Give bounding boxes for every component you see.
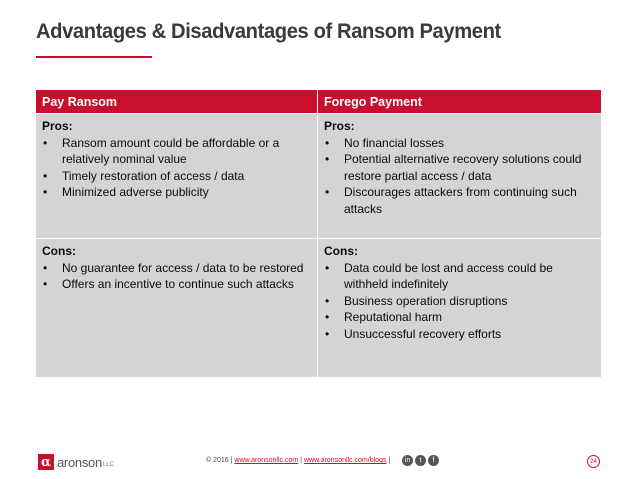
cons-label: Cons: xyxy=(324,244,358,258)
pros-label: Pros: xyxy=(324,119,355,133)
slide-footer xyxy=(0,448,638,472)
alpha-logo-icon: α xyxy=(38,454,54,470)
table-header xyxy=(36,90,601,113)
social-icons xyxy=(402,455,439,466)
cons-label: Cons: xyxy=(42,244,76,258)
footer-separator: | xyxy=(388,457,391,464)
list-item: • Unsuccessful recovery efforts xyxy=(324,326,595,343)
cell-pay-ransom-pros xyxy=(36,114,318,238)
facebook-icon[interactable]: f xyxy=(428,455,439,466)
list-item: • Offers an incentive to continue such attacks xyxy=(42,276,311,293)
list-item: • Minimized adverse publicity xyxy=(42,184,311,201)
title-underline xyxy=(36,56,152,58)
list-item: • Data could be lost and access could be withheld indefinitely xyxy=(324,260,595,293)
table-row-pros xyxy=(36,113,601,238)
twitter-icon[interactable]: t xyxy=(415,455,426,466)
list-item: • Discourages attackers from continuing such attacks xyxy=(324,184,595,217)
list-item: • Potential alternative recovery solutions could restore partial access / data xyxy=(324,151,595,184)
page-title: Advantages & Disadvantages of Ransom Payment xyxy=(36,20,501,43)
footer-text xyxy=(206,457,390,464)
list-item: • No guarantee for access / data to be restored xyxy=(42,260,311,277)
cons-list xyxy=(42,260,311,293)
comparison-table xyxy=(36,90,601,377)
blog-link[interactable]: www.aronsonllc.com/blogs xyxy=(303,457,387,464)
table-row-cons xyxy=(36,238,601,377)
cell-forego-payment-cons xyxy=(318,239,601,377)
website-link[interactable]: www.aronsonllc.com xyxy=(234,457,299,464)
copyright-text: © 2016 | xyxy=(206,457,233,464)
cell-forego-payment-pros xyxy=(318,114,601,238)
footer-separator: | xyxy=(300,457,302,464)
list-item: • Business operation disruptions xyxy=(324,293,595,310)
list-item: • Ransom amount could be affordable or a relatively nominal value xyxy=(42,135,311,168)
linkedin-icon[interactable]: in xyxy=(402,455,413,466)
list-item: • No financial losses xyxy=(324,135,595,152)
cons-list xyxy=(324,260,595,343)
pros-label: Pros: xyxy=(42,119,73,133)
pros-list xyxy=(42,135,311,201)
list-item: • Reputational harm xyxy=(324,309,595,326)
cell-pay-ransom-cons xyxy=(36,239,318,377)
page-number: 24 xyxy=(587,455,600,468)
header-pay-ransom: Pay Ransom xyxy=(36,90,318,113)
header-forego-payment: Forego Payment xyxy=(324,94,422,109)
list-item: • Timely restoration of access / data xyxy=(42,168,311,185)
pros-list xyxy=(324,135,595,218)
logo-suffix: LLC xyxy=(102,462,114,468)
aronson-logo xyxy=(38,454,114,470)
logo-wordmark: aronson xyxy=(57,454,102,470)
